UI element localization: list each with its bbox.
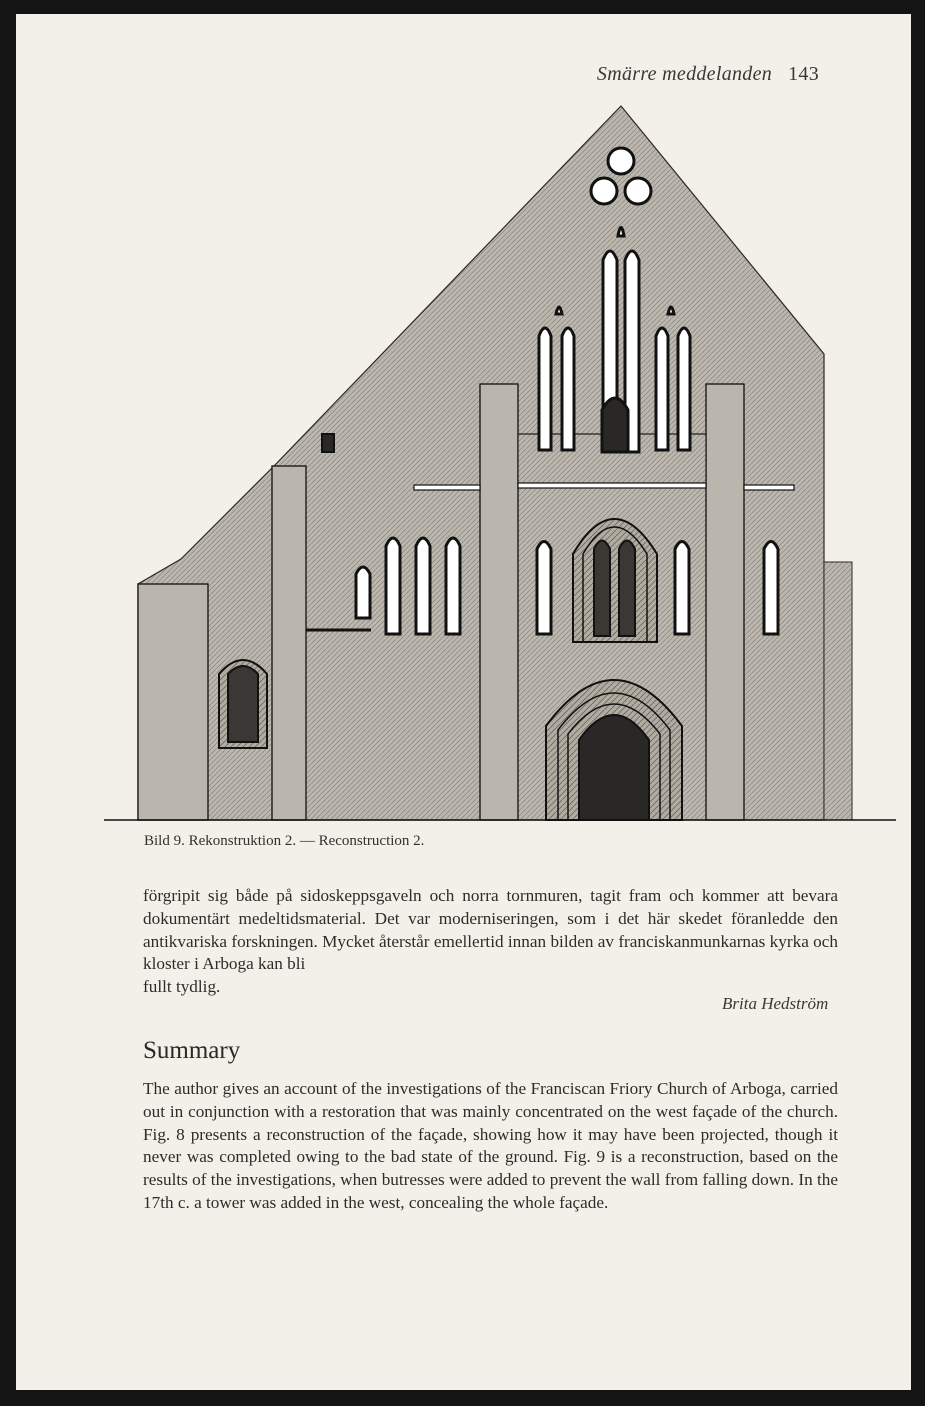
side-wall: [824, 562, 852, 820]
facade-reconstruction-figure: [76, 92, 896, 832]
central-window-recess: [573, 519, 657, 642]
left-lower-window: [219, 660, 267, 748]
summary-heading: Summary: [143, 1037, 241, 1064]
running-head: [597, 63, 819, 86]
page-number: 143: [788, 63, 819, 85]
running-title: Smärre meddelanden: [596, 63, 773, 85]
author-signature: Brita Hedström: [722, 994, 829, 1013]
buttress-center-left: [480, 384, 518, 820]
paragraph-swedish-last-line: fullt tydlig.: [143, 977, 221, 997]
buttress-center-right: [706, 384, 744, 820]
book-page: [16, 14, 911, 1390]
paragraph-swedish: [143, 885, 838, 999]
paragraph-swedish-text: förgripit sig både på sidoskeppsgaveln och norra tornmuren, tagit fram och kommer att bevara dokumentärt medeltidsmaterial. Det var moderniseringen, som i det här skedet föranledde den antikvariska forskningen. Mycket återstår emellertid innan bilden av franciskanmunkarnas kyrka och kloster i Arboga kan bli: [143, 886, 838, 974]
buttress-left: [272, 466, 306, 820]
small-square-window: [322, 434, 334, 452]
paragraph-summary: The author gives an account of the investigations of the Franciscan Friory Church of Arboga, carried out in conjunction with a restoration that was mainly concentrated on the west façade of the church. Fig. 8 presents a reconstruction of the façade, showing how it may have been projected, though it never was completed owing to the bad state of the ground. Fig. 9 is a reconstruction, based on the results of the investigations, when butresses were added to prevent the wall from falling down. In the 17th c. a tower was added in the west, concealing the whole façade.: [143, 1079, 838, 1212]
facade-drawing: [76, 92, 896, 832]
figure-caption: Bild 9. Rekonstruktion 2. — Reconstruction 2.: [144, 833, 425, 849]
buttress-left-outer: [138, 584, 208, 820]
